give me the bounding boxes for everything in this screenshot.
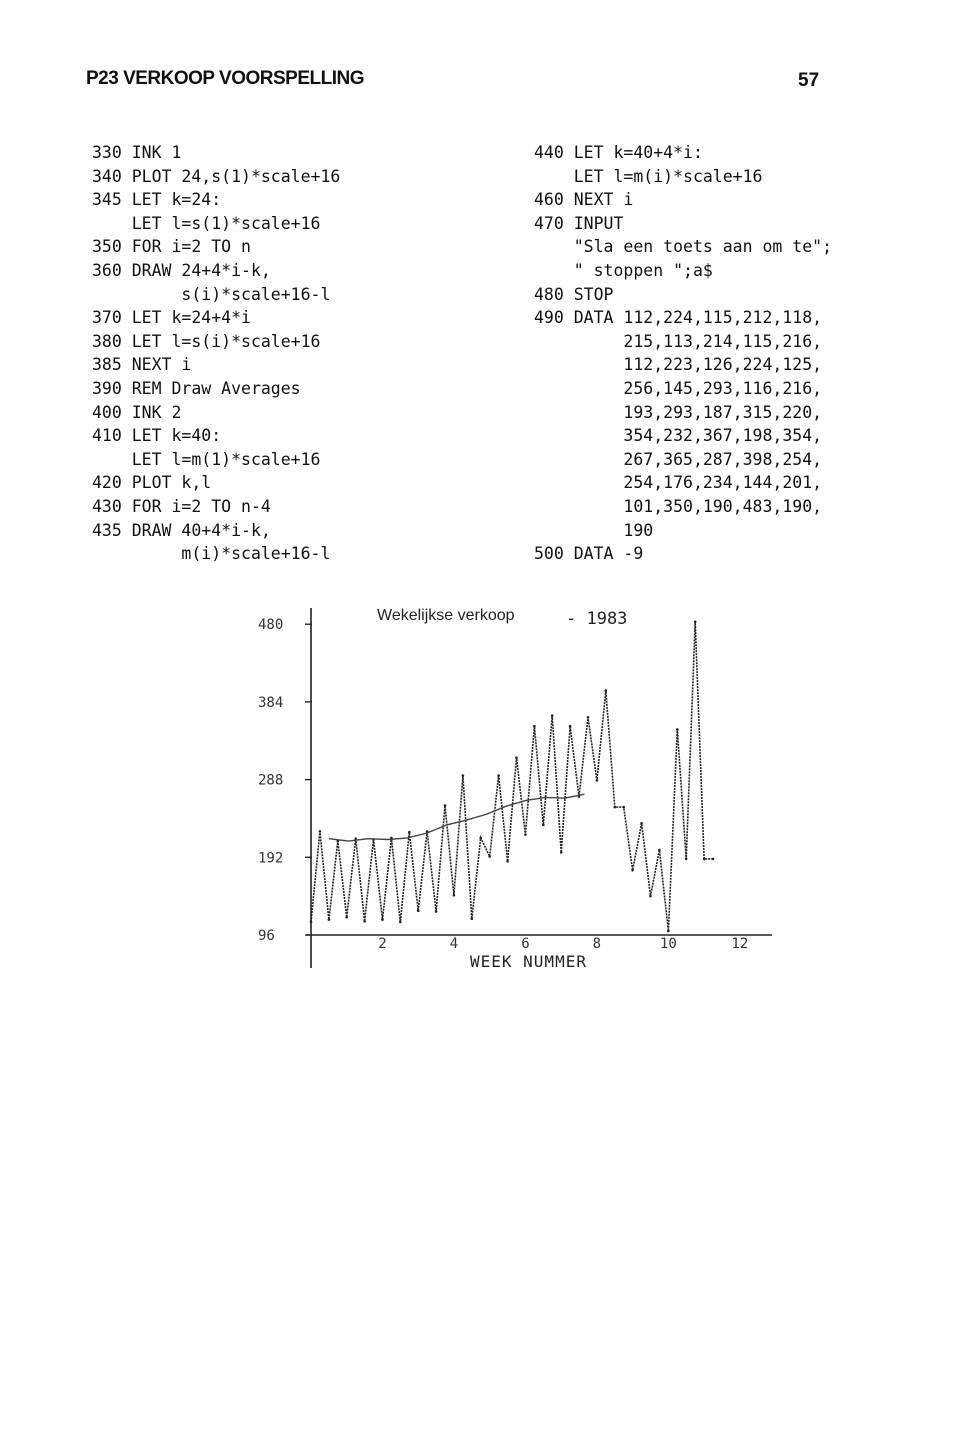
y-tick-label: 192 (258, 850, 284, 867)
code-line: 354,232,367,198,354, (534, 426, 823, 446)
sales-data-point (649, 895, 652, 898)
code-line: 390 REM Draw Averages (92, 378, 301, 398)
sales-data-point (667, 930, 670, 933)
sales-data-point (560, 851, 563, 854)
code-line: "Sla een toets aan om te"; (534, 237, 833, 257)
x-tick-label: 6 (521, 936, 530, 952)
code-line: LET l=m(i)*scale+16 (534, 166, 763, 186)
code-line: 215,113,214,115,216, (534, 331, 823, 351)
sales-data-point (471, 918, 474, 921)
weekly-sales-chart (0, 590, 970, 990)
program-listing-left (92, 141, 340, 566)
code-line: 430 FOR i=2 TO n-4 (92, 496, 271, 516)
code-line: " stoppen ";a$ (534, 260, 713, 280)
sales-data-point (435, 910, 438, 913)
sales-data-point (676, 728, 679, 731)
sales-data-point (640, 822, 643, 825)
y-tick-label: 96 (258, 928, 275, 944)
code-line: 440 LET k=40+4*i: (534, 143, 703, 162)
sales-data-point (524, 833, 527, 836)
code-line: 490 DATA 112,224,115,212,118, (534, 308, 823, 328)
code-line: 380 LET l=s(i)*scale+16 (92, 331, 321, 351)
sales-data-point (542, 824, 545, 827)
sales-data-point (515, 756, 518, 759)
sales-data-point (703, 858, 706, 861)
code-line: 385 NEXT i (92, 355, 192, 375)
sales-data-point (631, 869, 634, 872)
code-line: 112,223,126,224,125, (534, 355, 823, 375)
x-tick-labels (378, 936, 748, 952)
code-line: 350 FOR i=2 TO n (92, 237, 251, 257)
sales-data-point (310, 921, 313, 924)
program-listing-right (534, 141, 832, 566)
x-tick-label: 12 (731, 936, 749, 952)
y-tick-labels (258, 617, 312, 944)
code-line: 400 INK 2 (92, 402, 182, 422)
code-line: 254,176,234,144,201, (534, 473, 823, 493)
sales-data-point (533, 725, 536, 728)
code-line: 193,293,187,315,220, (534, 402, 823, 422)
sales-data-point (444, 804, 447, 807)
sales-data-point (614, 806, 617, 809)
code-line: m(i)*scale+16-l (92, 544, 331, 564)
chart-year: - 1983 (566, 609, 628, 629)
sales-data-point (453, 894, 456, 897)
page-number: 57 (798, 70, 820, 91)
code-line: 370 LET k=24+4*i (92, 308, 251, 328)
y-tick-label: 288 (258, 772, 284, 789)
sales-data-point (551, 714, 554, 717)
sales-series-line (311, 622, 713, 931)
x-tick-label: 2 (378, 936, 387, 952)
sales-data-point (685, 858, 688, 861)
code-line: 410 LET k=40: (92, 426, 222, 446)
x-tick-label: 4 (449, 936, 459, 952)
code-line: 500 DATA -9 (534, 544, 644, 564)
code-line: 435 DRAW 40+4*i-k, (92, 520, 271, 540)
code-line: 340 PLOT 24,s(1)*scale+16 (92, 166, 341, 186)
code-line: LET l=m(1)*scale+16 (92, 449, 321, 469)
sales-data-point (569, 725, 572, 728)
sales-data-point (622, 806, 625, 809)
sales-data-point (605, 689, 608, 692)
series-layer (310, 621, 715, 933)
x-axis-label: WEEK NUMMER (470, 952, 587, 971)
moving-average-line (329, 794, 585, 841)
sales-data-point (506, 860, 509, 863)
sales-data-point (345, 916, 348, 919)
code-line: 330 INK 1 (92, 143, 182, 162)
sales-data-point (587, 716, 590, 719)
sales-data-point (497, 774, 500, 777)
code-line: 256,145,293,116,216, (534, 378, 823, 398)
sales-data-point (381, 918, 384, 921)
x-tick-label: 10 (659, 936, 677, 952)
sales-data-point (363, 920, 366, 923)
sales-data-point (408, 831, 411, 834)
sales-data-point (712, 858, 715, 861)
sales-data-point (462, 774, 465, 777)
code-line: s(i)*scale+16-l (92, 284, 331, 304)
code-line: 101,350,190,483,190, (534, 496, 823, 516)
sales-data-point (488, 855, 491, 858)
sales-data-point (319, 830, 322, 833)
sales-data-point (658, 849, 661, 852)
code-line: 420 PLOT k,l (92, 473, 212, 493)
code-line: 480 STOP (534, 284, 614, 304)
code-line: 267,365,287,398,254, (534, 449, 823, 469)
sales-data-point (328, 918, 331, 921)
chapter-title: P23 VERKOOP VOORSPELLING (86, 68, 365, 89)
x-tick-label: 8 (592, 936, 602, 952)
code-line: LET l=s(1)*scale+16 (92, 213, 321, 233)
y-tick-label: 384 (258, 694, 284, 711)
code-line: 460 NEXT i (534, 190, 634, 210)
sales-data-point (417, 909, 420, 912)
sales-data-point (479, 837, 482, 840)
code-line: 360 DRAW 24+4*i-k, (92, 260, 271, 280)
code-line: 190 (534, 520, 654, 540)
code-line: 470 INPUT (534, 213, 624, 233)
code-line: 345 LET k=24: (92, 190, 222, 210)
y-tick-label: 480 (258, 617, 284, 634)
sales-data-point (596, 779, 599, 782)
chart-title: Wekelijkse verkoop (377, 607, 515, 624)
sales-data-point (399, 921, 402, 924)
sales-data-point (694, 621, 697, 624)
